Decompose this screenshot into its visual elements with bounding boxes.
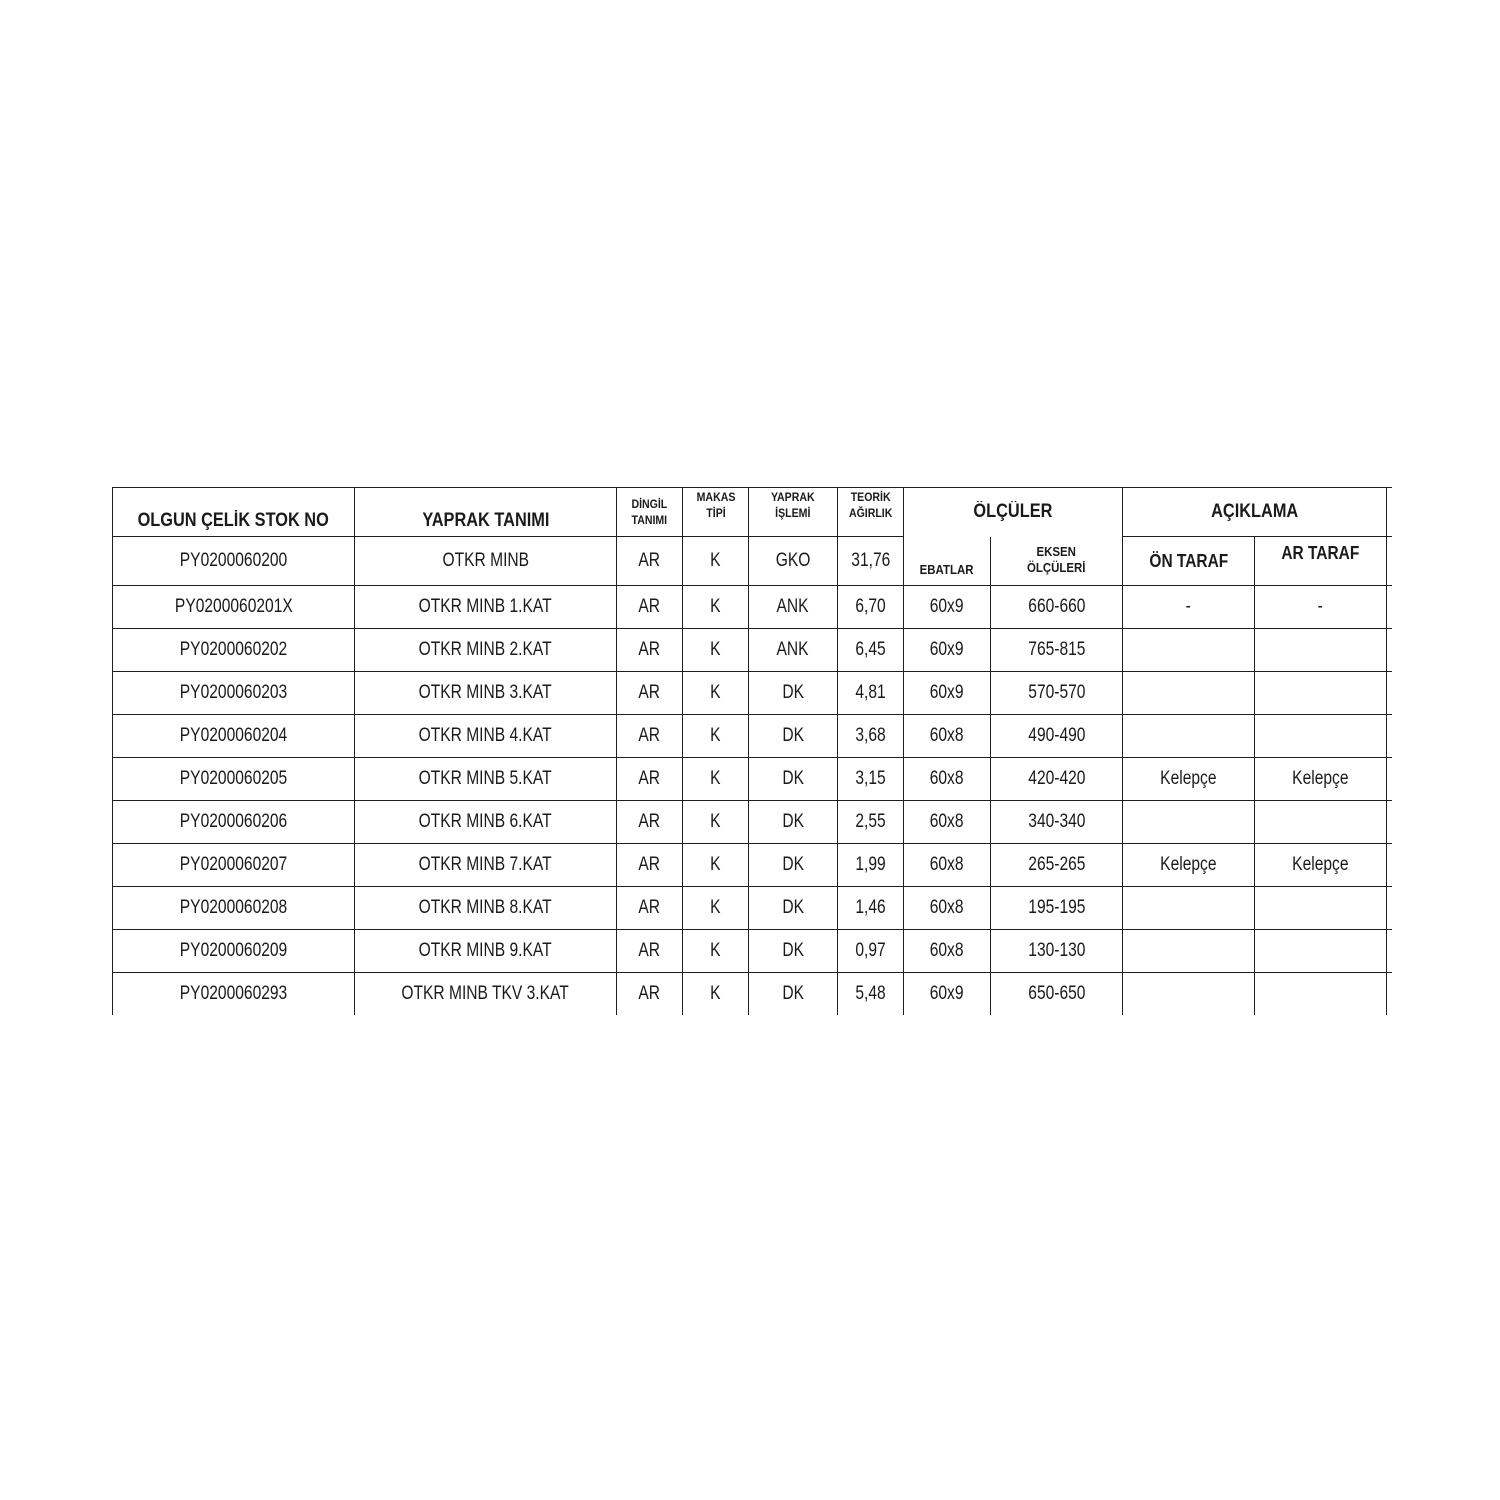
row-islem: ANK	[749, 586, 838, 629]
row-ar-taraf	[1255, 973, 1387, 1016]
row-makas: K	[683, 629, 749, 672]
row-eksen: 570-570	[991, 672, 1123, 715]
row-agirlik: 2,55	[838, 801, 904, 844]
row-extra	[1387, 586, 1392, 629]
row-stock-no: PY0200060209	[113, 930, 355, 973]
table-row	[113, 887, 1393, 930]
header-yaprak-tanimi-text: YAPRAK TANIMI	[421, 510, 550, 531]
parts-sheet	[112, 487, 1392, 1015]
row-desc: OTKR MINB 2.KAT	[355, 629, 617, 672]
row-dingil: AR	[617, 715, 683, 758]
row-dingil: AR	[617, 973, 683, 1016]
row-dingil: AR	[617, 586, 683, 629]
row-ar-taraf	[1255, 672, 1387, 715]
row-makas: K	[683, 973, 749, 1016]
table-row	[113, 629, 1393, 672]
header-islem-line2: İŞLEMİ	[775, 506, 811, 520]
header-makas-cell	[683, 488, 749, 537]
first-row-stock-no: PY0200060200	[113, 537, 355, 586]
row-desc: OTKR MINB 1.KAT	[355, 586, 617, 629]
header-aciklama-cell	[1123, 488, 1387, 537]
row-stock-no: PY0200060208	[113, 887, 355, 930]
row-eksen: 765-815	[991, 629, 1123, 672]
row-agirlik: 1,46	[838, 887, 904, 930]
row-on-taraf	[1123, 973, 1255, 1016]
header-islem-text	[771, 489, 815, 521]
header-stock-no-text: OLGUN ÇELİK STOK NO	[137, 510, 330, 531]
row-on-taraf	[1123, 715, 1255, 758]
row-ar-taraf	[1255, 887, 1387, 930]
data-rows	[113, 586, 1393, 1016]
table-row	[113, 586, 1393, 629]
table-row	[113, 930, 1393, 973]
header-on-taraf-text: ÖN TARAF	[1149, 550, 1228, 571]
header-row	[113, 488, 1393, 537]
row-desc: OTKR MINB 3.KAT	[355, 672, 617, 715]
row-eksen: 340-340	[991, 801, 1123, 844]
first-row-agirlik: 31,76	[838, 537, 904, 586]
header-olculer-cell	[904, 488, 1123, 537]
row-on-taraf	[1123, 672, 1255, 715]
row-ebat: 60x9	[904, 973, 991, 1016]
first-data-row	[113, 537, 1393, 586]
row-agirlik: 0,97	[838, 930, 904, 973]
row-stock-no: PY0200060207	[113, 844, 355, 887]
row-dingil: AR	[617, 629, 683, 672]
row-stock-no: PY0200060293	[113, 973, 355, 1016]
row-ebat: 60x9	[904, 629, 991, 672]
row-on-taraf	[1123, 930, 1255, 973]
header-agirlik-line1: TEORİK	[850, 490, 891, 504]
header-agirlik-cell	[838, 488, 904, 537]
row-agirlik: 6,70	[838, 586, 904, 629]
header-ebatlar-text: EBATLAR	[920, 562, 974, 577]
header-islem-cell	[749, 488, 838, 537]
header-makas-line1: MAKAS	[696, 490, 735, 504]
row-makas: K	[683, 930, 749, 973]
row-dingil: AR	[617, 930, 683, 973]
row-agirlik: 6,45	[838, 629, 904, 672]
row-desc: OTKR MINB 6.KAT	[355, 801, 617, 844]
row-ar-taraf: -	[1255, 586, 1387, 629]
table-row	[113, 672, 1393, 715]
row-makas: K	[683, 844, 749, 887]
row-desc: OTKR MINB 8.KAT	[355, 887, 617, 930]
row-stock-no: PY0200060201X	[113, 586, 355, 629]
header-ar-taraf-text: AR TARAF	[1281, 543, 1360, 563]
row-desc: OTKR MINB 5.KAT	[355, 758, 617, 801]
row-eksen: 265-265	[991, 844, 1123, 887]
row-eksen: 660-660	[991, 586, 1123, 629]
row-on-taraf	[1123, 801, 1255, 844]
row-on-taraf: Kelepçe	[1123, 758, 1255, 801]
row-eksen: 420-420	[991, 758, 1123, 801]
header-dingil-cell	[617, 488, 683, 537]
header-eksen-cell	[991, 537, 1123, 586]
row-ar-taraf: Kelepçe	[1255, 758, 1387, 801]
row-islem: DK	[749, 973, 838, 1016]
first-row-desc: OTKR MINB	[355, 537, 617, 586]
row-dingil: AR	[617, 672, 683, 715]
row-eksen: 130-130	[991, 930, 1123, 973]
row-extra	[1387, 715, 1392, 758]
row-islem: DK	[749, 930, 838, 973]
header-islem-line1: YAPRAK	[771, 490, 815, 504]
row-islem: ANK	[749, 629, 838, 672]
row-dingil: AR	[617, 887, 683, 930]
row-ebat: 60x8	[904, 930, 991, 973]
row-ebat: 60x8	[904, 887, 991, 930]
parts-data-table	[112, 487, 1392, 1015]
header-ebatlar-cell	[904, 537, 991, 586]
row-dingil: AR	[617, 801, 683, 844]
row-extra	[1387, 930, 1392, 973]
row-desc: OTKR MINB 9.KAT	[355, 930, 617, 973]
row-extra	[1387, 801, 1392, 844]
row-stock-no: PY0200060202	[113, 629, 355, 672]
table-row	[113, 801, 1393, 844]
row-islem: DK	[749, 758, 838, 801]
row-on-taraf	[1123, 629, 1255, 672]
row-stock-no: PY0200060204	[113, 715, 355, 758]
row-stock-no: PY0200060205	[113, 758, 355, 801]
row-makas: K	[683, 887, 749, 930]
header-dingil-line1: DİNGİL	[631, 496, 668, 511]
row-islem: DK	[749, 887, 838, 930]
row-agirlik: 1,99	[838, 844, 904, 887]
row-makas: K	[683, 758, 749, 801]
header-stock-no-cell	[113, 488, 355, 537]
row-eksen: 650-650	[991, 973, 1123, 1016]
header-extra-cell	[1387, 488, 1392, 537]
row-on-taraf	[1123, 887, 1255, 930]
row-ebat: 60x9	[904, 586, 991, 629]
row-ebat: 60x8	[904, 844, 991, 887]
row-ar-taraf: Kelepçe	[1255, 844, 1387, 887]
header-eksen-text	[1027, 544, 1085, 576]
row-agirlik: 5,48	[838, 973, 904, 1016]
row-ebat: 60x9	[904, 672, 991, 715]
header-makas-line2: TİPİ	[705, 506, 726, 520]
row-eksen: 195-195	[991, 887, 1123, 930]
row-on-taraf: -	[1123, 586, 1255, 629]
row-extra	[1387, 758, 1392, 801]
row-islem: DK	[749, 844, 838, 887]
row-dingil: AR	[617, 844, 683, 887]
row-agirlik: 3,68	[838, 715, 904, 758]
row-stock-no: PY0200060206	[113, 801, 355, 844]
first-row-makas: K	[683, 537, 749, 586]
row-desc: OTKR MINB 4.KAT	[355, 715, 617, 758]
row-eksen: 490-490	[991, 715, 1123, 758]
header-eksen-line1: EKSEN	[1036, 544, 1077, 560]
row-extra	[1387, 844, 1392, 887]
row-makas: K	[683, 715, 749, 758]
first-row-extra	[1387, 537, 1392, 586]
header-yaprak-tanimi-cell	[355, 488, 617, 537]
first-row-dingil: AR	[617, 537, 683, 586]
header-ar-taraf-cell	[1255, 537, 1387, 586]
row-makas: K	[683, 672, 749, 715]
header-agirlik-line2: AĞIRLIK	[848, 506, 893, 520]
row-ar-taraf	[1255, 715, 1387, 758]
row-desc: OTKR MINB TKV 3.KAT	[355, 973, 617, 1016]
table-row	[113, 973, 1393, 1016]
row-agirlik: 3,15	[838, 758, 904, 801]
row-stock-no: PY0200060203	[113, 672, 355, 715]
row-islem: DK	[749, 672, 838, 715]
row-desc: OTKR MINB 7.KAT	[355, 844, 617, 887]
first-row-islem: GKO	[749, 537, 838, 586]
row-ar-taraf	[1255, 801, 1387, 844]
row-extra	[1387, 629, 1392, 672]
header-eksen-line2: ÖLÇÜLERİ	[1027, 560, 1086, 576]
row-islem: DK	[749, 715, 838, 758]
row-ebat: 60x8	[904, 801, 991, 844]
row-agirlik: 4,81	[838, 672, 904, 715]
row-extra	[1387, 887, 1392, 930]
header-olculer-text: ÖLÇÜLER	[973, 501, 1053, 523]
header-agirlik-text	[849, 489, 892, 521]
row-ebat: 60x8	[904, 758, 991, 801]
row-on-taraf: Kelepçe	[1123, 844, 1255, 887]
table-row	[113, 758, 1393, 801]
row-extra	[1387, 973, 1392, 1016]
row-dingil: AR	[617, 758, 683, 801]
row-ar-taraf	[1255, 629, 1387, 672]
row-islem: DK	[749, 801, 838, 844]
row-makas: K	[683, 801, 749, 844]
header-dingil-text	[632, 496, 668, 528]
row-makas: K	[683, 586, 749, 629]
header-makas-text	[696, 489, 735, 521]
header-aciklama-text: AÇIKLAMA	[1210, 501, 1299, 522]
row-ebat: 60x8	[904, 715, 991, 758]
header-on-taraf-cell	[1123, 537, 1255, 586]
row-ar-taraf	[1255, 930, 1387, 973]
table-row	[113, 715, 1393, 758]
row-extra	[1387, 672, 1392, 715]
header-dingil-line2: TANIMI	[631, 512, 668, 527]
table-row	[113, 844, 1393, 887]
